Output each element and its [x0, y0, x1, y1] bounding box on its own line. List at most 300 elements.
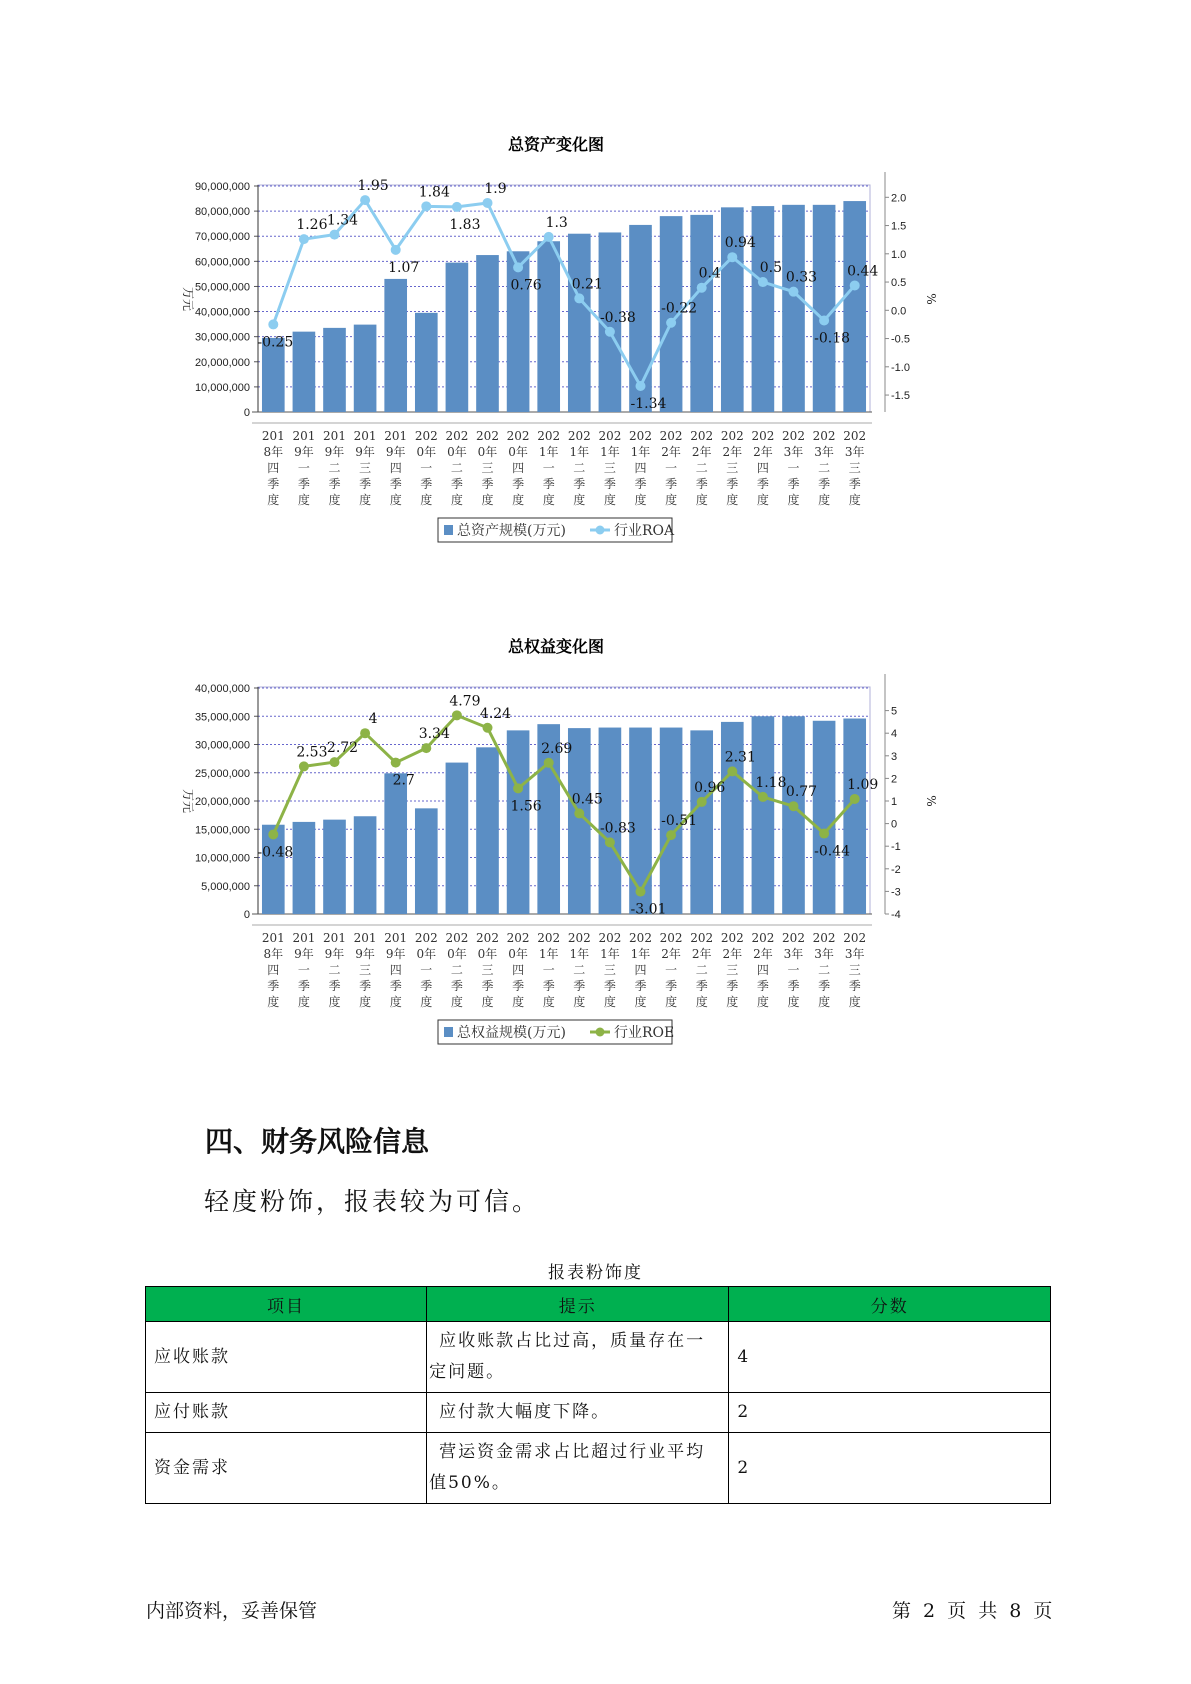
- data-label: 1.07: [388, 259, 420, 276]
- table-row: [146, 1433, 1051, 1504]
- y-axis-label: 万元: [181, 286, 195, 312]
- bar-17: [752, 716, 775, 914]
- bar-8: [476, 747, 499, 914]
- y2-axis-label: %: [924, 293, 938, 305]
- x-tick-label: 202: [476, 931, 499, 945]
- data-label: 3.34: [418, 726, 450, 743]
- x-tick-label: 四: [267, 963, 280, 977]
- x-tick-label: 季: [573, 477, 586, 491]
- x-tick-label: 季: [787, 477, 800, 491]
- x-tick-label: 9年: [385, 445, 406, 459]
- x-tick-label: 201: [353, 429, 377, 443]
- y2-tick-label: -3: [891, 886, 901, 899]
- data-label: 0.45: [571, 791, 603, 808]
- x-tick-label: 度: [267, 995, 280, 1009]
- x-tick-label: 202: [506, 931, 530, 945]
- x-tick-label: 季: [756, 477, 769, 491]
- x-tick-label: 三: [726, 963, 739, 977]
- chart-title: 总资产变化图: [507, 135, 605, 154]
- x-tick-label: 季: [665, 979, 678, 993]
- x-tick-label: 度: [542, 493, 555, 507]
- line-point-16: [727, 766, 737, 776]
- data-label: 1.3: [545, 214, 568, 231]
- x-tick-label: 二: [573, 461, 586, 475]
- x-tick-label: 一: [542, 963, 555, 977]
- y2-tick-label: 1: [891, 796, 898, 808]
- x-tick-label: 202: [843, 429, 867, 443]
- line-point-3: [330, 230, 340, 240]
- x-tick-label: 季: [726, 979, 739, 993]
- x-tick-label: 季: [512, 477, 525, 491]
- x-tick-label: 202: [598, 429, 622, 443]
- x-tick-label: 202: [720, 429, 744, 443]
- data-label: 1.09: [847, 776, 879, 793]
- line-point-4: [360, 195, 370, 205]
- x-tick-label: 季: [818, 477, 831, 491]
- legend-bar-label: 总资产规模(万元): [457, 523, 566, 539]
- bar-5: [384, 279, 407, 412]
- y-tick-label: 70,000,000: [194, 231, 250, 244]
- x-tick-label: 度: [603, 995, 616, 1009]
- y2-tick-label: -2: [891, 863, 901, 876]
- x-tick-label: 季: [665, 477, 678, 491]
- x-tick-label: 0年: [447, 445, 467, 459]
- row-score: 2: [729, 1393, 1051, 1433]
- x-tick-label: 三: [848, 963, 861, 977]
- x-tick-label: 季: [481, 477, 494, 491]
- x-tick-label: 202: [782, 429, 805, 443]
- x-tick-label: 一: [787, 461, 800, 475]
- x-tick-label: 1年: [630, 445, 651, 459]
- y2-tick-label: -0.5: [891, 333, 910, 346]
- bar-6: [415, 313, 438, 412]
- line-point-19: [819, 829, 829, 839]
- y2-tick-label: 0.5: [891, 277, 907, 290]
- x-tick-label: 度: [634, 995, 647, 1009]
- x-tick-label: 201: [384, 931, 408, 945]
- x-tick-label: 季: [787, 979, 800, 993]
- x-tick-label: 202: [445, 931, 469, 945]
- y2-tick-label: 1.5: [891, 220, 907, 233]
- row-item: 应收账款: [146, 1322, 427, 1393]
- x-tick-label: 202: [476, 429, 499, 443]
- x-tick-label: 202: [598, 931, 622, 945]
- data-label: 0.96: [694, 779, 726, 796]
- x-tick-label: 202: [537, 429, 561, 443]
- x-tick-label: 9年: [294, 947, 314, 961]
- y2-tick-label: 0.0: [891, 305, 907, 318]
- line-point-8: [483, 198, 493, 208]
- x-tick-label: 8年: [263, 947, 284, 961]
- line-point-6: [421, 743, 431, 753]
- data-label: -0.38: [599, 309, 636, 326]
- x-tick-label: 202: [629, 429, 652, 443]
- data-label: -0.83: [599, 820, 636, 837]
- x-tick-label: 度: [818, 995, 831, 1009]
- x-tick-label: 202: [659, 429, 683, 443]
- x-tick-label: 三: [726, 461, 739, 475]
- x-tick-label: 三: [359, 461, 372, 475]
- bar-11: [568, 234, 591, 412]
- y2-tick-label: -4: [891, 909, 901, 921]
- x-tick-label: 四: [267, 461, 280, 475]
- x-tick-label: 202: [629, 931, 652, 945]
- x-tick-label: 二: [695, 461, 708, 475]
- x-tick-label: 0年: [416, 947, 437, 961]
- y-tick-label: 10,000,000: [194, 852, 250, 865]
- x-tick-label: 季: [818, 979, 831, 993]
- bar-3: [323, 328, 346, 412]
- section-summary: 轻度粉饰，报表较为可信。: [204, 1187, 541, 1216]
- data-label: 2.7: [392, 772, 415, 789]
- x-tick-label: 202: [445, 429, 469, 443]
- line-point-18: [789, 801, 799, 811]
- x-tick-label: 度: [726, 493, 739, 507]
- data-label: -0.51: [661, 813, 698, 830]
- line-point-11: [574, 293, 584, 303]
- data-label: 0.77: [785, 784, 818, 801]
- line-point-10: [544, 758, 554, 768]
- line-point-14: [666, 830, 676, 840]
- total-assets-chart: [170, 128, 1050, 548]
- bar-3: [323, 820, 346, 914]
- x-tick-label: 一: [787, 963, 800, 977]
- row-item: 应付账款: [146, 1393, 427, 1433]
- line-point-9: [513, 262, 523, 272]
- line-point-12: [605, 837, 615, 847]
- x-tick-label: 201: [292, 931, 316, 945]
- x-tick-label: 2年: [722, 947, 743, 961]
- x-tick-label: 二: [328, 963, 341, 977]
- line-point-20: [850, 794, 860, 804]
- x-tick-label: 度: [756, 493, 769, 507]
- y-tick-label: 20,000,000: [194, 796, 250, 808]
- line-point-1: [268, 319, 278, 329]
- x-tick-label: 202: [506, 429, 530, 443]
- x-tick-label: 度: [450, 995, 463, 1009]
- x-tick-label: 度: [665, 995, 678, 1009]
- footer-page-number: 第 2 页 共 8 页: [892, 1600, 1053, 1622]
- total-equity-chart: [170, 630, 1050, 1050]
- x-tick-label: 四: [512, 963, 525, 977]
- y-tick-label: 35,000,000: [194, 711, 250, 724]
- x-tick-label: 度: [756, 995, 769, 1009]
- x-tick-label: 1年: [569, 445, 590, 459]
- x-tick-label: 2年: [661, 947, 681, 961]
- line-point-15: [697, 797, 707, 807]
- x-tick-label: 季: [603, 979, 616, 993]
- x-tick-label: 3年: [844, 445, 865, 459]
- line-point-7: [452, 202, 462, 212]
- x-tick-label: 季: [756, 979, 769, 993]
- header-score: 分数: [729, 1287, 1051, 1322]
- x-tick-label: 度: [450, 493, 463, 507]
- x-tick-label: 202: [843, 931, 867, 945]
- x-tick-label: 季: [726, 477, 739, 491]
- x-tick-label: 2年: [661, 445, 681, 459]
- y-tick-label: 15,000,000: [194, 824, 250, 837]
- x-tick-label: 度: [695, 493, 708, 507]
- x-tick-label: 202: [690, 429, 714, 443]
- x-tick-label: 201: [323, 931, 346, 945]
- x-tick-label: 度: [297, 995, 310, 1009]
- x-tick-label: 201: [292, 429, 316, 443]
- chart-title: 总权益变化图: [507, 637, 605, 656]
- x-tick-label: 季: [328, 477, 341, 491]
- x-tick-label: 9年: [294, 445, 314, 459]
- x-tick-label: 3年: [844, 947, 865, 961]
- y2-tick-label: 3: [891, 750, 898, 763]
- x-tick-label: 季: [267, 979, 280, 993]
- line-point-2: [299, 234, 309, 244]
- y-tick-label: 90,000,000: [194, 181, 250, 193]
- bar-18: [782, 205, 805, 412]
- y2-tick-label: 4: [891, 728, 898, 741]
- x-tick-label: 季: [848, 477, 861, 491]
- x-tick-label: 1年: [600, 445, 620, 459]
- line-point-10: [544, 232, 554, 242]
- x-tick-label: 度: [328, 995, 341, 1009]
- x-tick-label: 度: [848, 995, 861, 1009]
- data-label: -0.44: [814, 843, 851, 860]
- data-label: 1.95: [357, 178, 389, 195]
- x-tick-label: 3年: [783, 445, 804, 459]
- bar-7: [446, 763, 469, 914]
- y-tick-label: 0: [243, 407, 250, 419]
- x-tick-label: 201: [323, 429, 346, 443]
- line-point-13: [636, 381, 646, 391]
- x-tick-label: 202: [414, 429, 438, 443]
- legend-line-marker: [596, 526, 605, 535]
- legend-bar-label: 总权益规模(万元): [457, 1025, 566, 1041]
- line-point-11: [574, 808, 584, 818]
- x-tick-label: 2年: [691, 947, 712, 961]
- data-label: 4.79: [449, 693, 481, 710]
- line-point-6: [421, 201, 431, 211]
- bar-8: [476, 255, 499, 412]
- line-point-2: [299, 761, 309, 771]
- line-point-7: [452, 710, 462, 720]
- x-tick-label: 季: [603, 477, 616, 491]
- x-tick-label: 度: [359, 493, 372, 507]
- x-tick-label: 度: [787, 493, 800, 507]
- data-label: -1.34: [630, 396, 667, 413]
- x-tick-label: 季: [634, 477, 647, 491]
- x-tick-label: 一: [542, 461, 555, 475]
- bar-9: [507, 730, 530, 914]
- y-tick-label: 60,000,000: [194, 256, 250, 269]
- bar-4: [354, 325, 377, 412]
- data-label: 1.9: [484, 180, 507, 197]
- data-label: 1.26: [296, 217, 328, 234]
- x-tick-label: 四: [389, 461, 402, 475]
- line-point-13: [636, 887, 646, 897]
- x-tick-label: 度: [573, 493, 586, 507]
- bar-10: [537, 241, 560, 412]
- x-tick-label: 度: [665, 493, 678, 507]
- x-tick-label: 二: [328, 461, 341, 475]
- bar-2: [293, 822, 316, 914]
- table-header-row: [146, 1287, 1051, 1322]
- data-label: 1.84: [418, 184, 450, 201]
- data-label: 2.31: [724, 749, 756, 766]
- y2-tick-label: 5: [891, 705, 898, 718]
- x-tick-label: 度: [267, 493, 280, 507]
- legend-bar-swatch: [444, 525, 453, 535]
- data-label: 4.24: [479, 705, 512, 722]
- y-tick-label: 0: [243, 909, 250, 921]
- x-tick-label: 三: [481, 461, 494, 475]
- x-tick-label: 202: [414, 931, 438, 945]
- bar-4: [354, 816, 377, 914]
- x-tick-label: 9年: [355, 445, 375, 459]
- legend-line-marker: [596, 1028, 605, 1037]
- row-hint: 应收账款占比过高，质量存在一定问题。: [427, 1322, 729, 1393]
- x-tick-label: 一: [420, 963, 433, 977]
- x-tick-label: 0年: [416, 445, 437, 459]
- bar-20: [843, 719, 866, 914]
- line-point-3: [330, 757, 340, 767]
- x-tick-label: 二: [450, 963, 463, 977]
- x-tick-label: 度: [512, 493, 525, 507]
- line-point-8: [483, 723, 493, 733]
- data-label: 0.21: [571, 276, 603, 293]
- x-tick-label: 四: [756, 963, 769, 977]
- bar-20: [843, 201, 866, 412]
- bar-7: [446, 263, 469, 412]
- x-tick-label: 度: [297, 493, 310, 507]
- table-row: [146, 1393, 1051, 1433]
- row-hint: 应付款大幅度下降。: [427, 1393, 729, 1433]
- row-score: 4: [729, 1322, 1051, 1393]
- x-tick-label: 202: [812, 429, 836, 443]
- data-label: 1.56: [510, 798, 542, 815]
- x-tick-label: 2年: [691, 445, 712, 459]
- row-score: 2: [729, 1433, 1051, 1504]
- x-tick-label: 一: [420, 461, 433, 475]
- table-row: [146, 1322, 1051, 1393]
- y2-tick-label: -1.0: [891, 361, 910, 374]
- header-hint: 提示: [427, 1287, 729, 1322]
- line-point-16: [727, 252, 737, 262]
- x-tick-label: 3年: [814, 947, 834, 961]
- x-tick-label: 四: [634, 461, 647, 475]
- bar-6: [415, 808, 438, 914]
- bar-2: [293, 332, 316, 412]
- x-tick-label: 季: [359, 979, 372, 993]
- x-tick-label: 二: [818, 963, 831, 977]
- header-item: 项目: [146, 1287, 427, 1322]
- row-hint: 营运资金需求占比超过行业平均值50%。: [427, 1433, 729, 1504]
- bar-19: [813, 721, 836, 914]
- x-tick-label: 三: [848, 461, 861, 475]
- y2-tick-label: 2: [891, 773, 898, 786]
- data-label: 0.4: [698, 265, 721, 282]
- x-tick-label: 度: [389, 995, 402, 1009]
- data-label: 1.18: [755, 774, 787, 791]
- data-label: 1.83: [449, 216, 481, 233]
- y-tick-label: 5,000,000: [201, 880, 250, 893]
- x-tick-label: 季: [542, 477, 555, 491]
- line-point-14: [666, 318, 676, 328]
- line-point-9: [513, 783, 523, 793]
- x-tick-label: 二: [695, 963, 708, 977]
- data-label: 2.72: [326, 740, 359, 757]
- x-tick-label: 0年: [477, 947, 498, 961]
- y2-tick-label: 2.0: [891, 192, 907, 205]
- x-tick-label: 度: [573, 995, 586, 1009]
- y-tick-label: 30,000,000: [194, 739, 250, 752]
- x-tick-label: 季: [420, 477, 433, 491]
- line-point-1: [268, 829, 278, 839]
- x-tick-label: 2年: [722, 445, 743, 459]
- data-label: -0.22: [661, 300, 698, 317]
- x-tick-label: 度: [512, 995, 525, 1009]
- x-tick-label: 二: [818, 461, 831, 475]
- x-tick-label: 四: [389, 963, 402, 977]
- legend-bar-swatch: [444, 1027, 453, 1037]
- x-tick-label: 1年: [569, 947, 590, 961]
- x-tick-label: 季: [297, 477, 310, 491]
- bar-5: [384, 773, 407, 914]
- x-tick-label: 季: [542, 979, 555, 993]
- line-point-18: [789, 287, 799, 297]
- x-tick-label: 三: [603, 461, 616, 475]
- x-tick-label: 度: [634, 493, 647, 507]
- x-tick-label: 四: [512, 461, 525, 475]
- y-tick-label: 50,000,000: [194, 281, 250, 294]
- x-tick-label: 202: [782, 931, 805, 945]
- x-tick-label: 1年: [538, 445, 559, 459]
- window-dressing-table: [145, 1286, 1051, 1504]
- x-tick-label: 度: [359, 995, 372, 1009]
- line-point-15: [697, 283, 707, 293]
- x-tick-label: 三: [603, 963, 616, 977]
- line-point-5: [391, 245, 401, 255]
- x-tick-label: 度: [328, 493, 341, 507]
- x-tick-label: 0年: [508, 445, 528, 459]
- x-tick-label: 度: [481, 493, 494, 507]
- y-tick-label: 40,000,000: [194, 683, 250, 695]
- data-label: 0.33: [785, 269, 818, 286]
- y-tick-label: 40,000,000: [194, 306, 250, 319]
- bar-19: [813, 205, 836, 412]
- x-tick-label: 1年: [600, 947, 620, 961]
- x-tick-label: 季: [450, 979, 463, 993]
- data-label: 0.44: [847, 263, 879, 280]
- y-axis-label: 万元: [181, 788, 195, 814]
- data-label: -0.18: [814, 330, 851, 347]
- x-tick-label: 201: [261, 429, 285, 443]
- x-tick-label: 2年: [753, 445, 773, 459]
- y-tick-label: 30,000,000: [194, 331, 250, 344]
- x-tick-label: 季: [450, 477, 463, 491]
- x-tick-label: 度: [420, 493, 433, 507]
- x-tick-label: 度: [848, 493, 861, 507]
- x-tick-label: 季: [848, 979, 861, 993]
- data-label: -3.01: [630, 901, 667, 918]
- footer-confidential: 内部资料，妥善保管: [146, 1600, 318, 1622]
- x-tick-label: 度: [542, 995, 555, 1009]
- x-tick-label: 8年: [263, 445, 284, 459]
- x-tick-label: 度: [389, 493, 402, 507]
- x-tick-label: 季: [481, 979, 494, 993]
- y-tick-label: 10,000,000: [194, 381, 250, 394]
- bar-9: [507, 251, 530, 412]
- y2-tick-label: -1.5: [891, 390, 910, 403]
- x-tick-label: 201: [384, 429, 408, 443]
- total-assets-chart-svg: [170, 128, 1050, 548]
